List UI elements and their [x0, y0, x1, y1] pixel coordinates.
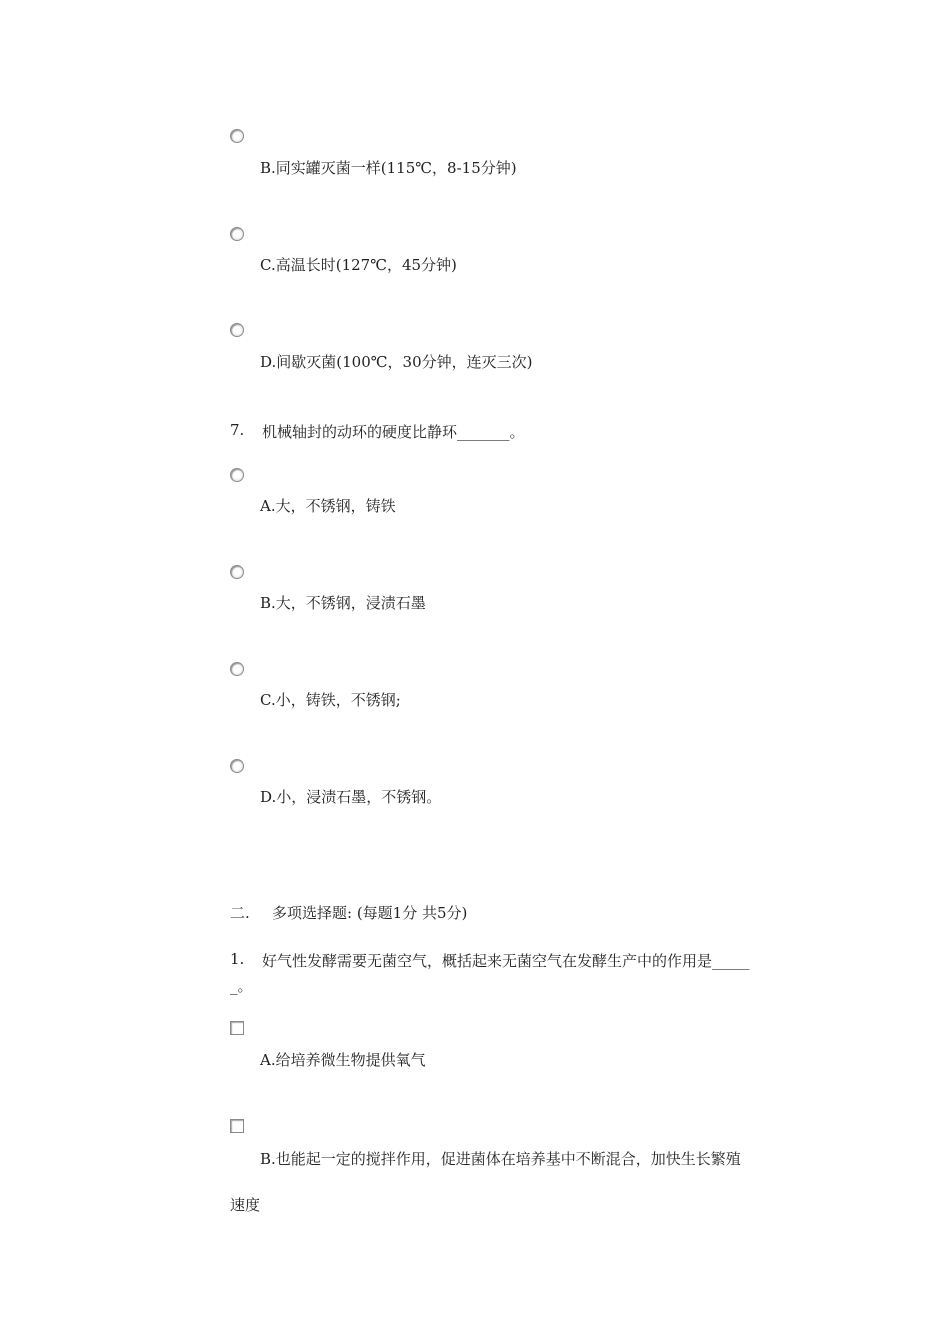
- prev-option-b-label: B.同实罐灭菌一样(115℃，8-15分钟): [260, 159, 517, 177]
- multi-question-1-text-line1: 好气性发酵需要无菌空气，概括起来无菌空气在发酵生产中的作用是_____: [262, 952, 750, 970]
- radio-q7-option-b[interactable]: [230, 565, 244, 579]
- q7-option-a-label: A.大，不锈钢，铸铁: [260, 497, 396, 515]
- mq1-option-b-label: B.也能起一定的搅拌作用，促进菌体在培养基中不断混合，加快生长繁殖: [260, 1150, 741, 1168]
- radio-q7-option-a[interactable]: [230, 468, 244, 482]
- checkbox-mq1-option-a[interactable]: [230, 1021, 244, 1035]
- checkbox-mq1-option-b[interactable]: [230, 1119, 244, 1133]
- q7-option-d-label: D.小，浸渍石墨，不锈钢。: [260, 788, 442, 806]
- radio-prev-option-c[interactable]: [230, 227, 244, 241]
- multi-question-1-text-line2: _。: [230, 977, 253, 995]
- question-7-text: 机械轴封的动环的硬度比静环_______。: [262, 423, 525, 441]
- radio-q7-option-d[interactable]: [230, 759, 244, 773]
- mq1-option-a-label: A.给培养微生物提供氧气: [260, 1051, 426, 1069]
- radio-prev-option-d[interactable]: [230, 323, 244, 337]
- section-2-title: 多项选择题: (每题1分 共5分): [272, 904, 468, 922]
- q7-option-c-label: C.小，铸铁，不锈钢;: [260, 691, 401, 709]
- mq1-option-b-continuation: 速度: [230, 1196, 261, 1214]
- radio-q7-option-c[interactable]: [230, 662, 244, 676]
- q7-option-b-label: B.大，不锈钢，浸渍石墨: [260, 594, 426, 612]
- multi-question-1-number: 1.: [230, 950, 245, 968]
- prev-option-c-label: C.高温长时(127℃，45分钟): [260, 256, 457, 274]
- question-7-number: 7.: [230, 421, 245, 439]
- section-2-number: 二.: [230, 904, 250, 922]
- radio-prev-option-b[interactable]: [230, 129, 244, 143]
- prev-option-d-label: D.间歇灭菌(100℃，30分钟，连灭三次): [260, 353, 533, 371]
